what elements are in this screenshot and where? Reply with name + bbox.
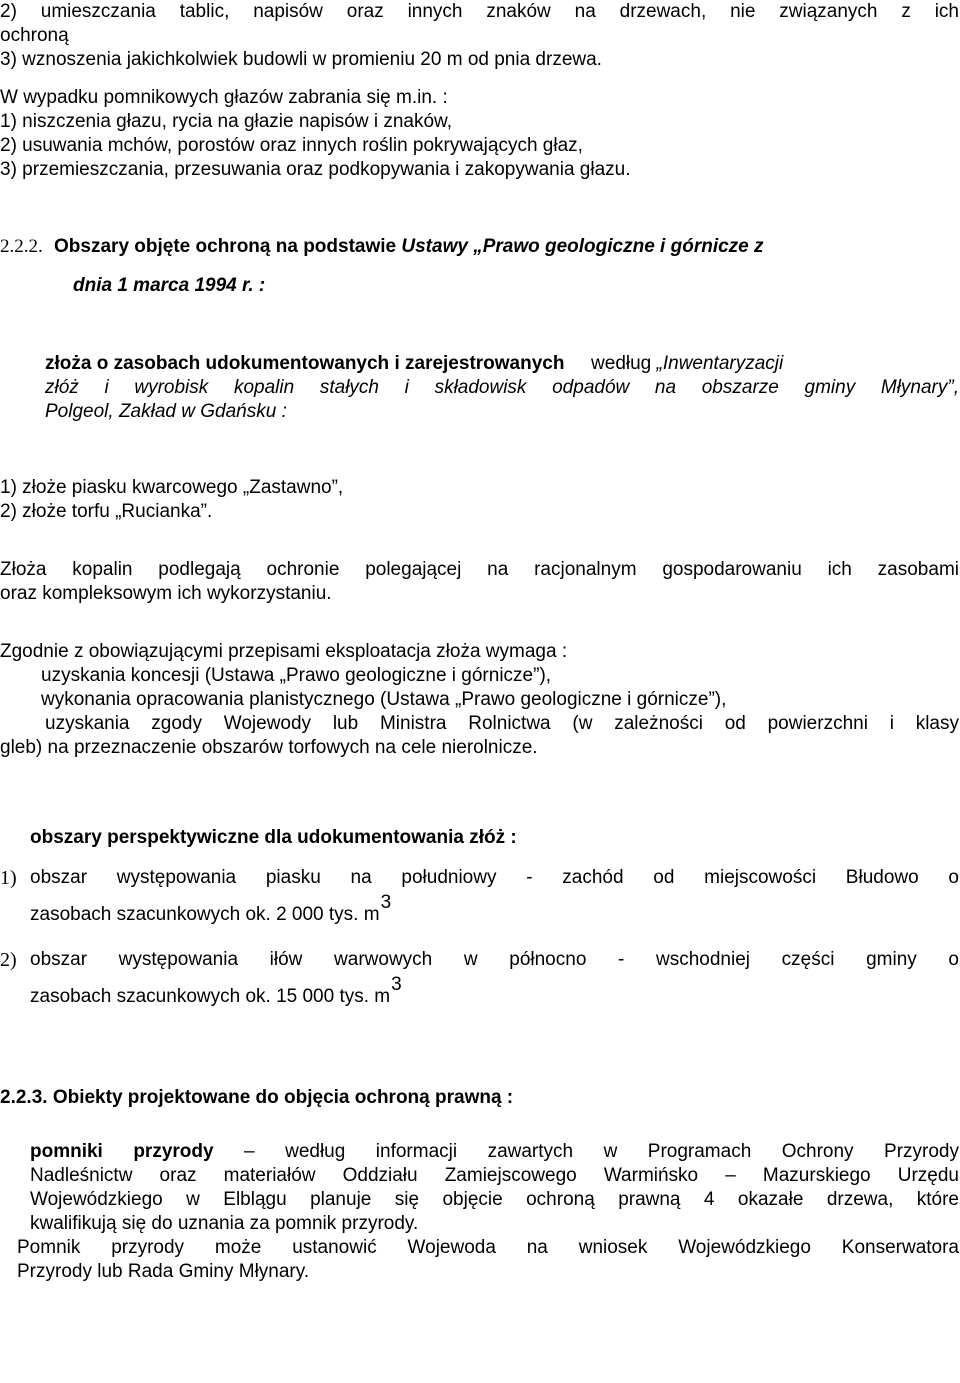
heading-law-date: dnia 1 marca 1994 r. : xyxy=(73,275,266,296)
section-heading-2-2-2 xyxy=(0,235,959,259)
heading-text: Obszary objęte ochroną na podstawie xyxy=(54,236,397,257)
deposit-item: 2) złoże torfu „Rucianka”. xyxy=(0,501,213,522)
text-fragment: – według informacji zawartych w Programach Ochrony Przyrody xyxy=(244,1141,959,1162)
text-line: oraz kompleksowym ich wykorzystaniu. xyxy=(0,583,332,604)
text-line: Złoża kopalin podlegają ochronie polegającej na racjonalnym gospodarowaniu ich zasobami xyxy=(0,559,959,580)
text-fragment: według xyxy=(591,353,652,374)
unit-exponent: 3 xyxy=(391,974,402,995)
list-number: 2) xyxy=(0,949,17,971)
section-number: 2.2.2. xyxy=(0,236,43,257)
text-line: kwalifikują się do uznania za pomnik przyrody. xyxy=(30,1213,419,1234)
text-line: Wojewódzkiego w Elblągu planuje się objęcie ochroną prawną 4 okazałe drzewa, które xyxy=(30,1189,959,1210)
text-fragment: zasobach szacunkowych ok. 2 000 tys. m xyxy=(30,904,380,925)
text-line: złóż i wyrobisk kopalin stałych i składowisk odpadów na obszarze gminy Młynary”, xyxy=(45,377,959,398)
natural-monuments-label: pomniki przyrody xyxy=(30,1141,214,1162)
text-line: 2) usuwania mchów, porostów oraz innych roślin pokrywających głaz, xyxy=(0,135,583,156)
inventory-title: „Inwentaryzacji xyxy=(656,353,784,374)
text-line: 3) wznoszenia jakichkolwiek budowli w promieniu 20 m od pnia drzewa. xyxy=(0,49,602,70)
text-line: Nadleśnictw oraz materiałów Oddziału Zamiejscowego Warmińsko – Mazurskiego Urzędu xyxy=(30,1165,959,1186)
deposit-item: 1) złoże piasku kwarcowego „Zastawno”, xyxy=(0,477,344,498)
perspective-areas-heading: obszary perspektywiczne dla udokumentowania złóż : xyxy=(30,827,517,848)
text-line: Przyrody lub Rada Gminy Młynary. xyxy=(17,1261,310,1282)
requirement-item: uzyskania koncesji (Ustawa „Prawo geologiczne i górnicze”), xyxy=(41,665,552,686)
list-number: 1) xyxy=(0,867,17,889)
text-line: 1) niszczenia głazu, rycia na głazie napisów i znaków, xyxy=(0,111,453,132)
text-fragment: obszar występowania iłów warwowych w północno - wschodniej części gminy o xyxy=(30,949,959,970)
section-heading-2-2-3: 2.2.3. Obiekty projektowane do objęcia ochroną prawną : xyxy=(0,1087,514,1108)
unit-exponent: 3 xyxy=(380,892,392,913)
requirement-item: uzyskania zgody Wojewody lub Ministra Rolnictwa (w zależności od powierzchni i klasy xyxy=(45,713,959,734)
text-line: 3) przemieszczania, przesuwania oraz podkopywania i zakopywania głazu. xyxy=(0,159,631,180)
text-line: Zgodnie z obowiązującymi przepisami eksploatacja złoża wymaga : xyxy=(0,641,568,662)
text-line: 2) umieszczania tablic, napisów oraz innych znaków na drzewach, nie związanych z ich xyxy=(0,1,959,22)
requirement-item: wykonania opracowania planistycznego (Ustawa „Prawo geologiczne i górnicze”), xyxy=(41,689,727,710)
text-line: Polgeol, Zakład w Gdańsku : xyxy=(45,401,287,422)
text-line: Pomnik przyrody może ustanowić Wojewoda na wniosek Wojewódzkiego Konserwatora xyxy=(17,1237,959,1258)
text-line: W wypadku pomnikowych głazów zabrania się m.in. : xyxy=(0,87,448,108)
text-fragment: obszar występowania piasku na południowy - zachód od miejscowości Błudowo o xyxy=(30,867,959,888)
text-line xyxy=(30,1140,959,1164)
text-line xyxy=(45,352,959,376)
deposits-label: złoża o zasobach udokumentowanych i zarejestrowanych xyxy=(45,353,565,374)
text-fragment: zasobach szacunkowych ok. 15 000 tys. m xyxy=(30,986,391,1007)
text-line xyxy=(30,974,402,1009)
text-line: ochroną xyxy=(0,25,69,46)
heading-law-title: Ustawy „Prawo geologiczne i górnicze z xyxy=(401,236,764,257)
text-line: gleb) na przeznaczenie obszarów torfowych na cele nierolnicze. xyxy=(0,737,538,758)
text-line xyxy=(30,892,392,927)
